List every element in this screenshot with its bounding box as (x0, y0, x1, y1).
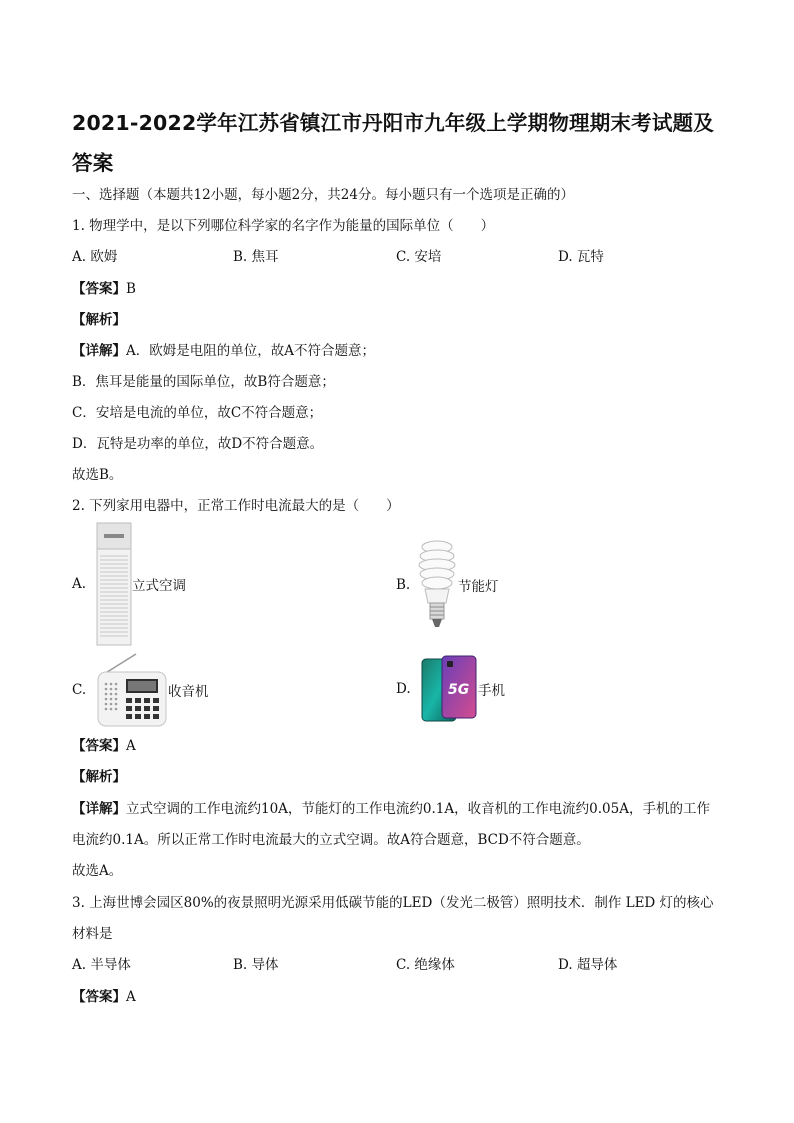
q1-answer (72, 279, 136, 299)
q2-analysis-tag: 【解析】 (72, 769, 126, 785)
q1-analysis-tag: 【解析】 (72, 312, 126, 328)
q1-detail-3: C．安培是电流的单位，故C不符合题意； (72, 405, 323, 421)
q2-option-d (396, 655, 505, 723)
q1-option-b: B. 焦耳 (233, 249, 279, 265)
title-line-2: 答案 (72, 151, 114, 175)
q2-option-b-caption: 节能灯 (458, 579, 499, 595)
q3-answer-value: A (126, 989, 136, 1005)
q2-option-a (72, 522, 186, 646)
q3-option-b: B. 导体 (233, 957, 279, 973)
q1-option-a: A. 欧姆 (72, 249, 118, 265)
q3-option-d: D. 超导体 (558, 957, 618, 973)
q2-option-c (72, 652, 209, 728)
q3-option-a: A. 半导体 (72, 957, 131, 973)
q2-answer-tag: 【答案】 (72, 738, 126, 754)
q2-option-a-letter: A. (72, 576, 87, 592)
q2-detail-text-1: 立式空调的工作电流约10A，节能灯的工作电流约0.1A，收音机的工作电流约0.05A，手机的工作 (126, 801, 710, 817)
phone-5g-badge: 5G (448, 682, 470, 698)
q2-option-c-caption: 收音机 (168, 684, 209, 700)
q2-detail-tag: 【详解】 (72, 801, 126, 817)
q2-detail-1 (72, 799, 710, 819)
q1-option-c: C. 安培 (396, 249, 442, 265)
q1-detail-2: B．焦耳是能量的国际单位，故B符合题意； (72, 374, 335, 390)
q1-answer-value: B (126, 281, 136, 297)
q1-detail-tag: 【详解】 (72, 343, 126, 359)
q2-option-b (396, 539, 499, 631)
q1-detail-text-1: A．欧姆是电阻的单位，故A不符合题意； (126, 343, 375, 359)
q2-conclusion: 故选A。 (72, 863, 123, 879)
q2-option-b-letter: B. (396, 577, 411, 593)
q1-conclusion: 故选B。 (72, 467, 123, 483)
q1-detail-1 (72, 341, 375, 361)
q1-option-d: D. 瓦特 (558, 249, 604, 265)
q3-stem-1: 3. 上海世博会园区80%的夜景照明光源采用低碳节能的LED（发光二极管）照明技术．制作 LED 灯的核心 (72, 895, 714, 911)
document-title (72, 103, 732, 183)
q3-option-c: C. 绝缘体 (396, 957, 455, 973)
q2-answer-value: A (126, 738, 136, 754)
smartphone-icon (420, 655, 478, 723)
q2-option-d-letter: D. (396, 681, 411, 697)
q2-option-d-caption: 手机 (478, 683, 505, 699)
q1-answer-tag: 【答案】 (72, 281, 126, 297)
air-conditioner-icon (96, 522, 132, 646)
q3-stem-2: 材料是 (72, 926, 113, 942)
q2-detail-2: 电流约0.1A。所以正常工作时电流最大的立式空调。故A符合题意，BCD不符合题意。 (72, 832, 590, 848)
q2-stem: 2. 下列家用电器中，正常工作时电流最大的是（ ） (72, 498, 400, 514)
q1-detail-4: D．瓦特是功率的单位，故D不符合题意。 (72, 436, 324, 452)
q2-option-c-letter: C. (72, 682, 87, 698)
q3-answer-tag: 【答案】 (72, 989, 126, 1005)
radio-icon (96, 652, 168, 728)
q2-option-a-caption: 立式空调 (132, 578, 186, 594)
title-line-1: 2021-2022学年江苏省镇江市丹阳市九年级上学期物理期末考试题及 (72, 111, 714, 135)
energy-saving-lamp-icon (416, 539, 458, 631)
section-heading: 一、选择题（本题共12小题，每小题2分，共24分。每小题只有一个选项是正确的） (72, 187, 574, 203)
q2-answer (72, 736, 136, 756)
q3-answer (72, 987, 136, 1007)
q1-stem: 1. 物理学中，是以下列哪位科学家的名字作为能量的国际单位（ ） (72, 218, 495, 234)
